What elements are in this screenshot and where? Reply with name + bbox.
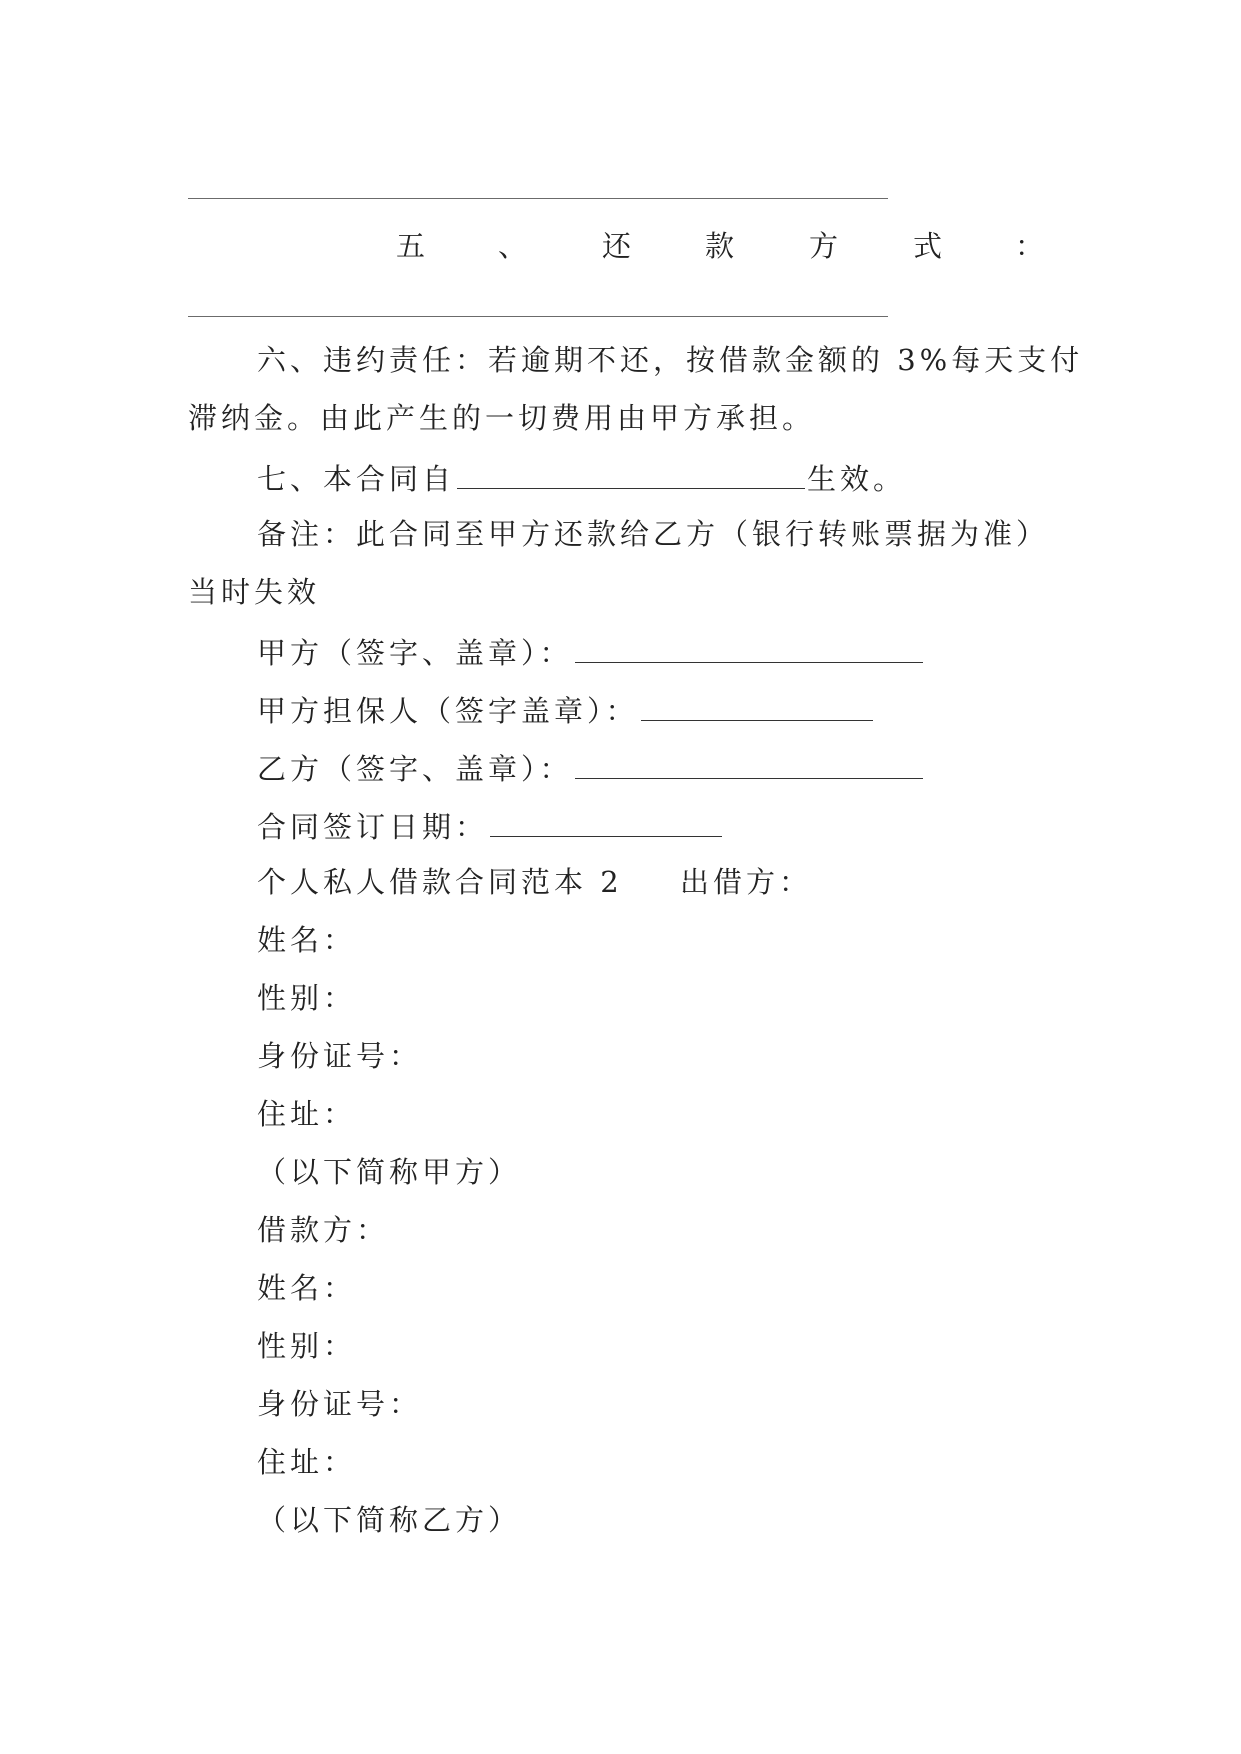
section-5-char: 款 (705, 229, 735, 263)
lender-heading: 出借方： (680, 865, 813, 899)
party-a-blank (575, 632, 923, 663)
borrower-alias: （以下简称乙方） (257, 1503, 522, 1537)
party-b-signature (257, 748, 925, 787)
sign-date-blank (490, 806, 722, 837)
clause-7-prefix: 七、本合同自 (257, 462, 456, 496)
sign-date (257, 806, 724, 845)
party-b-label: 乙方（签字、盖章）： (257, 752, 573, 786)
sign-date-label: 合同签订日期： (257, 810, 489, 844)
party-b-blank (575, 748, 923, 779)
clause-7 (257, 458, 906, 497)
guarantor-signature (257, 690, 875, 729)
note-line-1: 备注：此合同至甲方还款给乙方（银行转账票据为准） (257, 517, 1050, 551)
blank-rule-bottom (188, 316, 888, 317)
guarantor-label: 甲方担保人（签字盖章）： (257, 694, 639, 728)
blank-rule-top (188, 198, 888, 199)
lender-id-number: 身份证号： (257, 1039, 423, 1073)
section-5-char: 、 (498, 229, 528, 263)
borrower-heading: 借款方： (257, 1213, 390, 1247)
section-5-char: 方 (809, 229, 839, 263)
lender-address: 住址： (257, 1097, 357, 1131)
section-5-heading (0, 228, 1241, 264)
guarantor-blank (641, 690, 873, 721)
section-5-char: 五 (396, 229, 426, 263)
note-line-2: 当时失效 (188, 575, 321, 609)
borrower-id-number: 身份证号： (257, 1387, 423, 1421)
section-5-char: 式 (913, 229, 943, 263)
borrower-gender: 性别： (257, 1329, 357, 1363)
lender-name: 姓名： (257, 923, 357, 957)
lender-gender: 性别： (257, 981, 357, 1015)
party-a-signature (257, 632, 925, 671)
clause-6-line-1: 六、违约责任：若逾期不还，按借款金额的 3%每天支付 (257, 343, 1084, 377)
clause-7-suffix: 生效。 (807, 462, 907, 496)
effective-date-blank (457, 458, 805, 489)
borrower-name: 姓名： (257, 1271, 357, 1305)
template-2-title: 个人私人借款合同范本 2 (257, 865, 623, 899)
borrower-address: 住址： (257, 1445, 357, 1479)
section-5-char: 还 (602, 229, 632, 263)
lender-alias: （以下简称甲方） (257, 1155, 522, 1189)
section-5-char: ： (1015, 229, 1045, 263)
party-a-label: 甲方（签字、盖章）： (257, 636, 573, 670)
clause-6-line-2: 滞纳金。由此产生的一切费用由甲方承担。 (188, 401, 816, 435)
